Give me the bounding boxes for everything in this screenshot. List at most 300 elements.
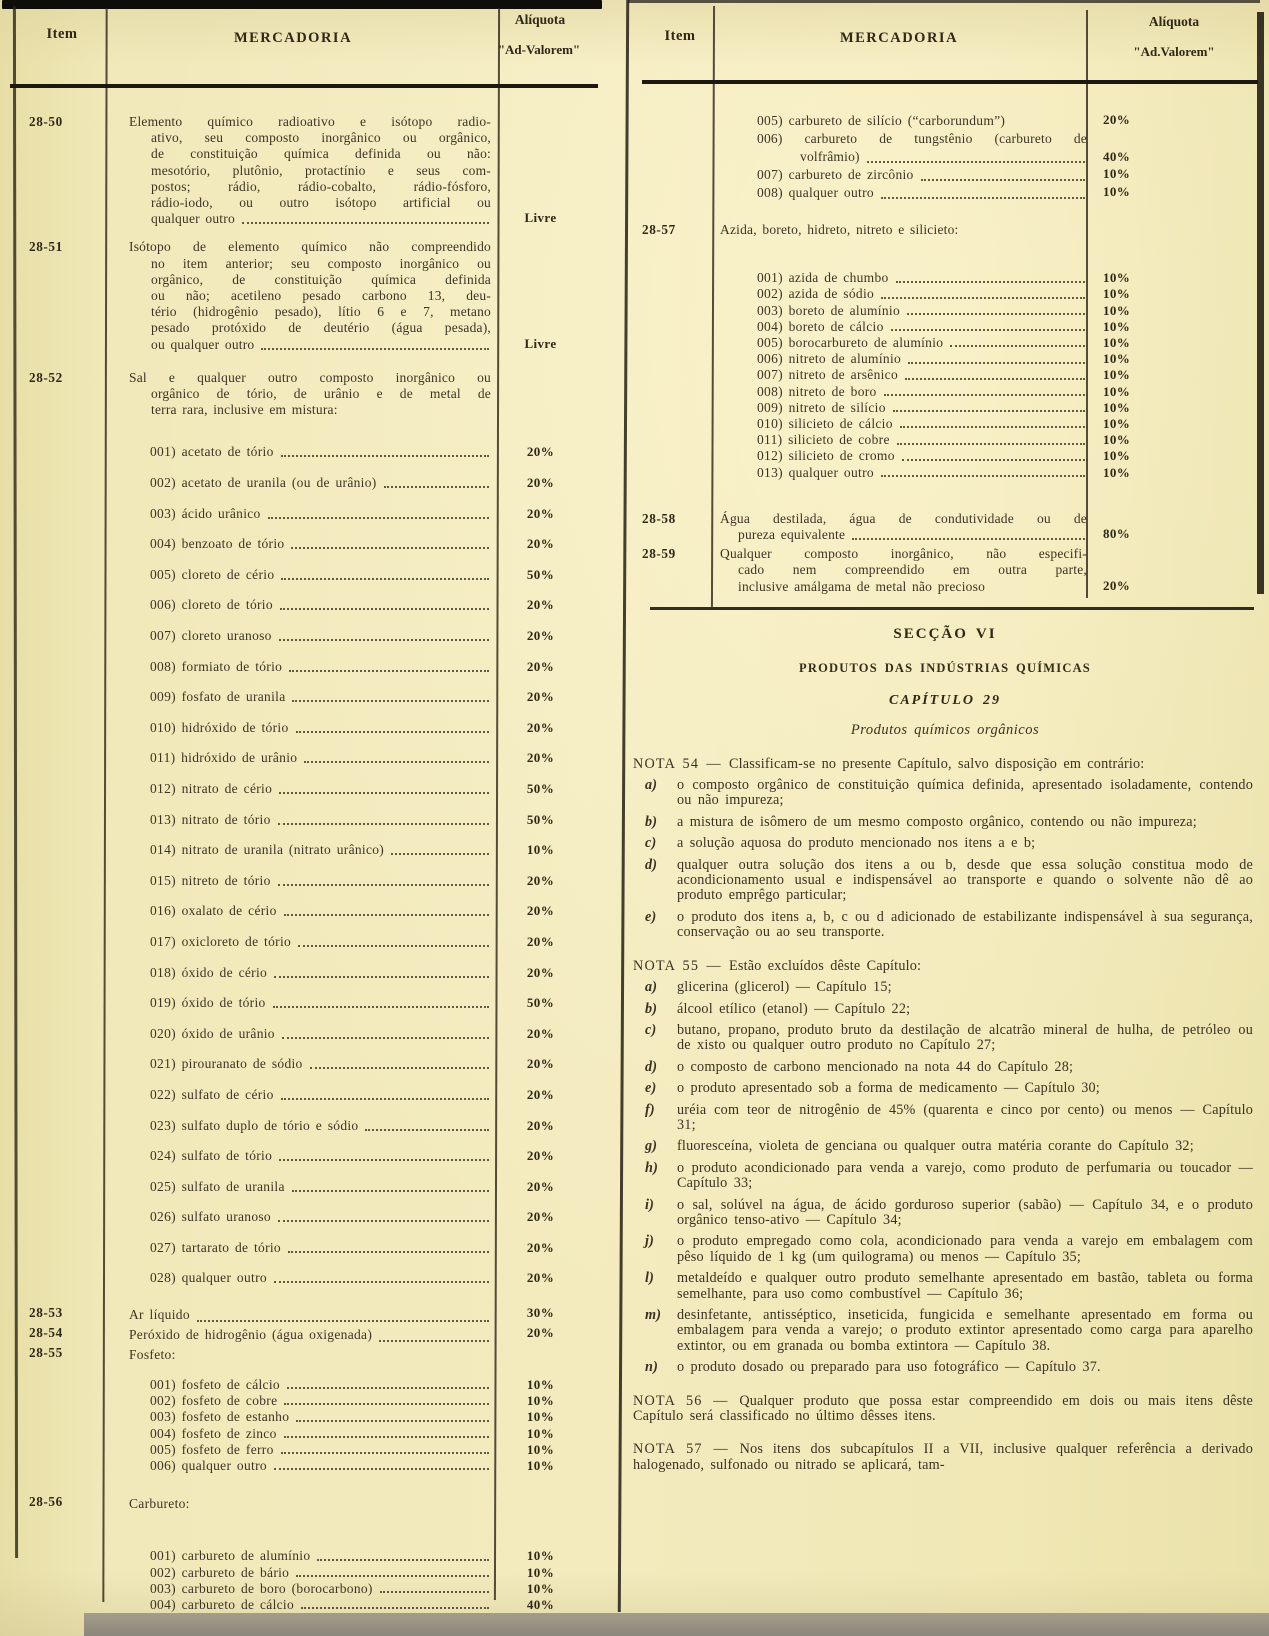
text-line: 022) sulfato de cério: [103, 1087, 491, 1103]
text-line: 008) nitreto de boro: [712, 384, 1087, 399]
rate-value: 10%: [1103, 416, 1131, 432]
table-row: [628, 286, 1268, 302]
text-line: orgânico, de constituição química definida: [151, 271, 491, 287]
dotted-leader: [279, 792, 489, 794]
rate-value: 10%: [526, 1409, 555, 1425]
text-line: 007) cloreto uranoso: [103, 628, 491, 644]
note-text: o produto dos itens a, b, c ou d adicionado de estabilizante indispensável à sua segurança, conservação ou ao seu transporte.: [677, 908, 1253, 941]
table-row: [15, 1409, 600, 1425]
merchandise-text: [103, 934, 491, 950]
table-row: [15, 1148, 600, 1164]
merchandise-text: [712, 448, 1087, 464]
spacer: [15, 1474, 600, 1494]
rate-value: 10%: [526, 1393, 555, 1409]
text-line: ou qualquer outro: [103, 337, 491, 353]
note-block: [633, 1442, 1257, 1473]
rate-value: 20%: [526, 1239, 555, 1255]
merchandise-text: [103, 873, 491, 889]
text-line: 006) carbureto de tungstênio (carbureto de: [757, 131, 1087, 146]
item-code: [15, 1179, 103, 1195]
item-code: [15, 1270, 103, 1286]
note-text: glicerina (glicerol) — Capítulo 15;: [677, 979, 892, 996]
rate-value: 10%: [526, 1580, 555, 1596]
table-row: [628, 222, 1268, 238]
dotted-leader: [289, 670, 489, 672]
dotted-leader: [296, 731, 489, 733]
merchandise-text: [103, 1581, 491, 1597]
item-code: [15, 1026, 103, 1042]
dotted-leader: [197, 1320, 489, 1322]
text-line: Água destilada, água de condutividade ou de: [720, 510, 1087, 526]
dotted-leader: [900, 426, 1085, 428]
dotted-leader: [291, 547, 489, 549]
item-code: [15, 536, 103, 552]
right-table-body: [628, 84, 1268, 595]
merchandise-text: [103, 1240, 491, 1256]
note-letter: b): [645, 813, 658, 830]
text-line: 023) sulfato duplo de tório e sódio: [103, 1118, 491, 1134]
table-row: [15, 628, 600, 644]
text-line: 005) fosfeto de ferro: [103, 1442, 491, 1457]
merchandise-text: [103, 689, 491, 705]
note-letter: b): [645, 1000, 658, 1017]
item-code: [15, 444, 103, 460]
rate-value: 50%: [526, 995, 555, 1011]
table-row: [15, 1179, 600, 1195]
text-line: 011) hidróxido de urânio: [103, 750, 491, 766]
text-line: Azida, boreto, hidreto, nitreto e silicieto:: [720, 222, 959, 237]
dotted-leader: [384, 486, 489, 488]
text-line: 025) sulfato de uranila: [103, 1179, 491, 1195]
spacer: [15, 227, 600, 239]
text-line: rádio-iodo, ou outro isótopo artificial ou: [151, 195, 491, 211]
table-row: [628, 448, 1268, 464]
note-title: NOTA 56 —: [633, 1392, 740, 1409]
rate-value: 10%: [526, 842, 555, 858]
dotted-leader: [261, 348, 489, 350]
merchandise-text: [712, 286, 1087, 302]
merchandise-text: [103, 1118, 491, 1134]
note-item: [633, 1103, 1257, 1134]
table-row: [15, 781, 600, 797]
item-code: [15, 1409, 103, 1425]
note-item: [633, 1234, 1257, 1265]
merchandise-text: [103, 597, 491, 613]
table-row: [15, 1377, 600, 1393]
rate-value: 20%: [526, 475, 555, 491]
rate-value: 10%: [1103, 448, 1131, 464]
table-row: [628, 465, 1268, 481]
dotted-leader: [891, 329, 1085, 331]
note-item: [633, 1081, 1257, 1096]
text-line: 004) boreto de cálcio: [712, 319, 1087, 334]
item-code: [15, 842, 103, 858]
rate-value: 30%: [526, 1305, 555, 1321]
text-line: postos; rádio, rádio-cobalto, rádio-fósforo,: [151, 178, 491, 194]
note-text: o composto de carbono mencionado na nota 44 do Capítulo 28;: [677, 1058, 1074, 1075]
table-row: [15, 812, 600, 828]
text-line: de constituição química definida ou não:: [151, 146, 491, 162]
scan-top-line: [628, 0, 1260, 3]
rate-value: 10%: [1103, 166, 1131, 181]
dotted-leader: [296, 1420, 489, 1422]
note-item: [633, 1198, 1257, 1229]
dotted-leader: [310, 1067, 489, 1069]
right-table-header-rule: [642, 80, 1258, 84]
rate-value: 40%: [526, 1596, 555, 1612]
item-code: [628, 416, 712, 432]
rate-value: 20%: [526, 536, 555, 552]
text-line: 011) silicieto de cobre: [712, 432, 1087, 447]
text-line: 013) nitrato de tório: [103, 812, 491, 828]
rate-value: 10%: [1103, 399, 1131, 415]
text-line: Elemento químico radioativo e isótopo radio-: [129, 114, 491, 129]
item-code: 28-51: [29, 239, 63, 255]
text-line: 002) fosfeto de cobre: [103, 1393, 491, 1408]
spacer: [15, 1514, 600, 1548]
note-block: [633, 757, 1257, 941]
merchandise-text: [712, 416, 1087, 432]
note-letter: j): [645, 1233, 655, 1250]
text-line: Carbureto:: [129, 1496, 190, 1512]
rate-value: 20%: [526, 444, 555, 460]
dotted-leader: [896, 281, 1085, 283]
note-item: [633, 1002, 1257, 1017]
item-code: [628, 432, 712, 448]
merchandise-text: [103, 1494, 491, 1514]
merchandise-text: [103, 536, 491, 552]
merchandise-text: [712, 184, 1087, 202]
merchandise-text: [103, 1026, 491, 1042]
item-code: [628, 448, 712, 464]
text-line: 003) carbureto de boro (borocarbono): [103, 1581, 491, 1596]
item-code: [15, 1426, 103, 1442]
rate-value: 20%: [526, 933, 555, 949]
note-text: a solução aquosa do produto mencionado nos itens a e b;: [677, 835, 1036, 852]
rate-value: 20%: [526, 1209, 555, 1225]
table-row: [628, 400, 1268, 416]
text-line: no item anterior; seu composto inorgânico ou: [151, 255, 491, 271]
item-code: [15, 659, 103, 675]
text-line: Peróxido de hidrogênio (água oxigenada): [103, 1325, 491, 1345]
table-row: [628, 546, 1268, 595]
item-code: [15, 873, 103, 889]
item-code: [15, 812, 103, 828]
text-line: 003) boreto de alumínio: [712, 303, 1087, 318]
scan-bottom-band: [84, 1613, 1269, 1636]
item-code: [15, 506, 103, 522]
rate-value: 80%: [1103, 526, 1131, 542]
dotted-leader: [365, 1129, 489, 1131]
table-row: [15, 842, 600, 858]
merchandise-text: [103, 812, 491, 828]
note-item: [633, 858, 1257, 904]
note-letter: m): [645, 1307, 662, 1323]
table-row: [15, 720, 600, 736]
rate-value: 10%: [1103, 184, 1131, 199]
text-line: Qualquer composto inorgânico, não especifi-: [720, 546, 1087, 562]
dotted-leader: [908, 362, 1085, 364]
rate-value: 20%: [526, 964, 555, 980]
item-code: [15, 1565, 103, 1581]
note-item: [633, 1060, 1257, 1075]
merchandise-text: [103, 1548, 491, 1564]
rate-value: 20%: [526, 750, 555, 766]
spacer: [628, 481, 1268, 511]
text-line: 014) nitrato de uranila (nitrato urânico): [103, 842, 491, 858]
note-item: [633, 836, 1257, 851]
note-text: o produto acondicionado para venda a varejo, como produto de perfumaria ou toucador — Capítulo 33;: [677, 1159, 1253, 1192]
merchandise-text: [712, 432, 1087, 448]
table-row: [15, 1325, 600, 1345]
merchandise-text: [103, 1345, 491, 1365]
merchandise-text: [103, 903, 491, 919]
merchandise-text: [103, 1087, 491, 1103]
merchandise-text: [103, 444, 491, 460]
item-code: 28-54: [29, 1325, 63, 1341]
item-code: 28-56: [29, 1494, 63, 1510]
text-line: Sal e qualquer outro composto inorgânico ou: [129, 369, 491, 385]
text-line: Ar líquido: [103, 1305, 491, 1325]
item-code: [15, 1377, 103, 1393]
rate-value: 10%: [526, 1548, 555, 1564]
note-title: NOTA 55 —: [633, 957, 729, 974]
table-row: [628, 351, 1268, 367]
merchandise-text: [103, 1393, 491, 1409]
dotted-leader: [921, 179, 1085, 181]
rate-value: 20%: [526, 719, 555, 735]
merchandise-text: [712, 546, 1087, 595]
table-row: [628, 319, 1268, 335]
right-header-aliquota: Alíquota: [1148, 14, 1200, 29]
dotted-leader: [278, 823, 489, 825]
table-row: [15, 1270, 600, 1286]
text-line: inclusive amálgama de metal não precioso: [738, 578, 986, 594]
dotted-leader: [274, 1281, 489, 1283]
dotted-leader: [867, 161, 1085, 163]
table-row: [15, 689, 600, 705]
item-code: 28-52: [29, 369, 63, 385]
rate-value: 20%: [1103, 577, 1131, 593]
text-line: terra rara, inclusive em mistura:: [151, 402, 338, 418]
rate-value: 20%: [526, 1117, 555, 1133]
note-letter: a): [645, 777, 658, 794]
text-line: 005) carbureto de silício (“carborundum”): [757, 113, 1006, 128]
text-line: 003) ácido urânico: [103, 506, 491, 522]
text-line: 024) sulfato de tório: [103, 1148, 491, 1164]
merchandise-text: [103, 1270, 491, 1286]
left-header-advalorem: "Ad-Valorem": [497, 42, 581, 57]
table-row: [15, 444, 600, 460]
note-letter: i): [645, 1196, 655, 1213]
table-row: [15, 903, 600, 919]
rate-value: 10%: [526, 1564, 555, 1580]
table-row: [15, 659, 600, 675]
text-line: 003) fosfeto de estanho: [103, 1409, 491, 1424]
merchandise-text: [103, 750, 491, 766]
scan-top-bar: [2, 0, 602, 9]
table-row: [15, 1056, 600, 1072]
dotted-leader: [852, 538, 1085, 540]
table-row: [15, 1393, 600, 1409]
item-code: [628, 286, 712, 302]
text-line: 004) benzoato de tório: [103, 536, 491, 552]
note-text: fluoresceína, violeta de genciana ou qualquer outra matéria corante do Capítulo 32;: [677, 1138, 1194, 1155]
rate-value: 10%: [1103, 302, 1131, 318]
left-header-mercadoria: MERCADORIA: [233, 30, 353, 46]
dotted-leader: [301, 1607, 489, 1609]
text-line: 006) cloreto de tório: [103, 597, 491, 613]
merchandise-text: [712, 270, 1087, 286]
item-code: [628, 335, 712, 351]
text-line: orgânico de tório, de urânio e de metal de: [151, 386, 491, 402]
rate-value: 20%: [526, 1086, 555, 1102]
note-text: o composto orgânico de constituição química definida, apresentado isoladamente, contendo ou não impureza;: [677, 777, 1253, 809]
table-row: [15, 1426, 600, 1442]
item-code: [15, 628, 103, 644]
text-line: 010) hidróxido de tório: [103, 720, 491, 736]
item-code: [15, 750, 103, 766]
dotted-leader: [884, 394, 1085, 396]
rate-value: Livre: [524, 210, 557, 226]
merchandise-text: [712, 335, 1087, 351]
table-row: [628, 416, 1268, 432]
item-code: [15, 1597, 103, 1613]
spacer: [15, 353, 600, 370]
text-line: Fosfeto:: [129, 1347, 176, 1363]
text-line: 001) azida de chumbo: [712, 270, 1087, 285]
dotted-leader: [278, 884, 489, 886]
item-code: [15, 1393, 103, 1409]
merchandise-text: [103, 965, 491, 981]
rate-value: 20%: [526, 1325, 555, 1341]
rate-value: Livre: [524, 335, 557, 351]
merchandise-text: [103, 1148, 491, 1164]
table-row: [15, 965, 600, 981]
note-text: a mistura de isômero de um mesmo composto orgânico, contendo ou não impureza;: [677, 813, 1197, 830]
rate-value: 10%: [526, 1458, 555, 1474]
merchandise-text: [103, 1325, 491, 1345]
item-code: [628, 351, 712, 367]
dotted-leader: [881, 197, 1085, 199]
item-code: [15, 1458, 103, 1474]
text-line: 013) qualquer outro: [712, 465, 1087, 480]
item-code: [628, 400, 712, 416]
dotted-leader: [298, 945, 489, 947]
text-line: 009) fosfato de uranila: [103, 689, 491, 705]
text-line: Isótopo de elemento químico não compreendido: [129, 239, 491, 255]
chapter-subtitle: Produtos químicos orgânicos: [850, 722, 1040, 739]
table-row: [628, 511, 1268, 543]
merchandise-text: [103, 1426, 491, 1442]
table-row: [628, 130, 1268, 166]
dotted-leader: [379, 1340, 489, 1342]
dotted-leader: [284, 914, 489, 916]
merchandise-text: [103, 628, 491, 644]
right-header-advalorem: "Ad.Valorem": [1133, 44, 1215, 59]
table-row: [15, 475, 600, 491]
rate-value: 20%: [526, 903, 555, 919]
dotted-leader: [897, 443, 1085, 445]
dotted-leader: [881, 297, 1085, 299]
text-line: 001) carbureto de alumínio: [103, 1548, 491, 1563]
table-row: [15, 1118, 600, 1134]
text-line: 007) carbureto de zircônio: [712, 166, 1087, 184]
text-line: 005) borocarbureto de alumínio: [712, 335, 1087, 350]
dotted-leader: [281, 1452, 489, 1454]
dotted-leader: [273, 1006, 489, 1008]
dotted-leader: [284, 1436, 489, 1438]
item-code: [628, 166, 712, 184]
note-intro: NOTA 56 — Qualquer produto que possa estar compreendido em dois ou mais itens dêste Capítulo será classificado no último dêsses itens.: [633, 1392, 1253, 1425]
right-header-mercadoria: MERCADORIA: [839, 30, 959, 46]
dotted-leader: [281, 1098, 489, 1100]
dotted-leader: [907, 313, 1085, 315]
text-line: 001) fosfeto de cálcio: [103, 1377, 491, 1392]
item-code: [628, 184, 712, 202]
rate-value: 10%: [1103, 464, 1131, 480]
dotted-leader: [380, 1591, 489, 1593]
text-line: 008) formiato de tório: [103, 659, 491, 675]
merchandise-text: [712, 367, 1087, 383]
rate-value: 20%: [526, 1148, 555, 1164]
item-code: 28-50: [29, 114, 63, 129]
rate-value: [491, 1345, 600, 1365]
note-letter: f): [645, 1101, 655, 1118]
dotted-leader: [902, 459, 1085, 461]
item-code: [628, 270, 712, 286]
note-letter: d): [645, 856, 658, 873]
merchandise-text: [103, 567, 491, 583]
rate-value: 50%: [526, 811, 555, 827]
text-line: 018) óxido de cério: [103, 965, 491, 981]
item-code: [15, 903, 103, 919]
spacer: [628, 202, 1268, 222]
dotted-leader: [288, 1251, 489, 1253]
table-row: [15, 506, 600, 522]
merchandise-text: [103, 1179, 491, 1195]
item-code: [628, 319, 712, 335]
merchandise-text: [103, 1056, 491, 1072]
rate-value: 20%: [526, 597, 555, 613]
merchandise-text: [103, 659, 491, 675]
table-row: [15, 1240, 600, 1256]
merchandise-text: [712, 319, 1087, 335]
table-row: [15, 1494, 600, 1514]
text-line: 010) silicieto de cálcio: [712, 416, 1087, 431]
rate-value: 10%: [1103, 351, 1131, 367]
rate-value: 10%: [1103, 367, 1131, 383]
text-line: 001) acetato de tório: [103, 444, 491, 460]
item-code: [15, 781, 103, 797]
rate-value: 20%: [526, 1025, 555, 1041]
dotted-leader: [881, 475, 1085, 477]
note-item: [633, 1360, 1257, 1375]
merchandise-text: [712, 384, 1087, 400]
rate-value: 10%: [1103, 335, 1131, 351]
table-row: [628, 303, 1268, 319]
table-row: [15, 1458, 600, 1474]
note-text: o produto empregado como cola, acondicionado para venda a varejo em embalagem com pêso líquido de 1 kg (um quilograma) ou menos — Capítulo 35;: [677, 1233, 1253, 1265]
merchandise-text: [103, 1209, 491, 1225]
merchandise-text: [712, 222, 1087, 238]
dotted-leader: [296, 1575, 489, 1577]
item-code: [15, 567, 103, 583]
note-letter: n): [645, 1359, 659, 1376]
rate-value: 20%: [526, 505, 555, 521]
table-row: [15, 239, 600, 352]
rate-value: 10%: [1103, 318, 1131, 334]
